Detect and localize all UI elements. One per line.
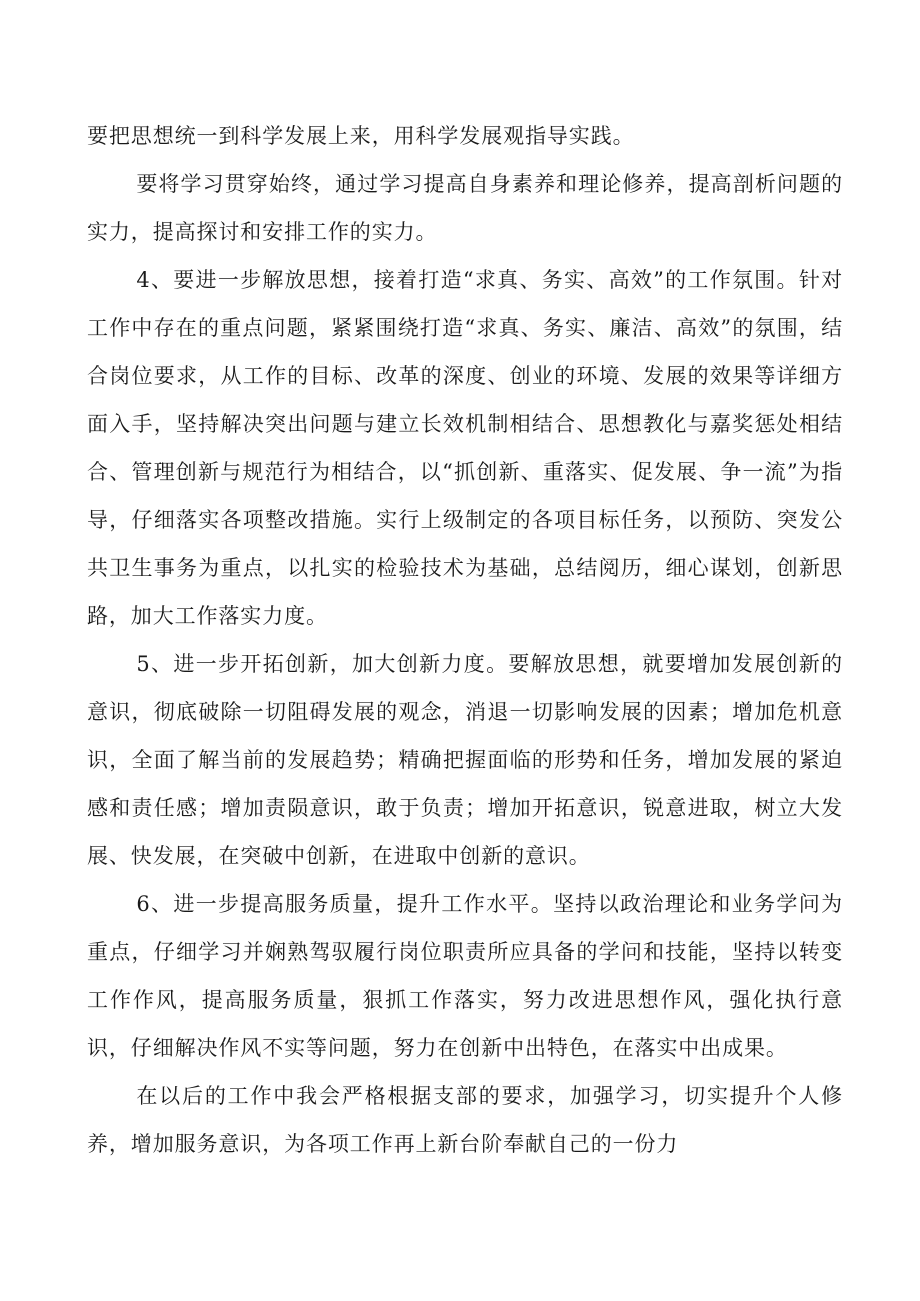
- paragraph-continuation: 要把思想统一到科学发展上来，用科学发展观指导实践。: [87, 124, 635, 148]
- paragraph-closing: 在以后的工作中我会严格根据支部的要求，加强学习，切实提升个人修养，增加服务意识，为各项工作再上新台阶奉献自己的一份力: [87, 1084, 843, 1156]
- paragraph-item-4: 4、要进一步解放思想，接着打造“求真、务实、高效”的工作氛围。针对工作中存在的重点问题，紧紧围绕打造“求真、务实、廉洁、高效”的氛围，结合岗位要求，从工作的目标、改革的深度、创业的环境、发展的效果等详细方面入手，坚持解决突出问题与建立长效机制相结合、思想教化与嘉奖惩处相结合、管理创新与规范行为相结合，以“抓创新、重落实、促发展、争一流”为指导，仔细落实各项整改措施。实行上级制定的各项目标任务，以预防、突发公共卫生事务为重点，以扎实的检验技术为基础，总结阅历，细心谋划，创新思路，加大工作落实力度。: [87, 268, 843, 628]
- paragraph-item-5: 5、进一步开拓创新，加大创新力度。要解放思想，就要增加发展创新的意识，彻底破除一切阻碍发展的观念，消退一切影响发展的因素；增加危机意识，全面了解当前的发展趋势；精确把握面临的形势和任务，增加发展的紧迫感和责任感；增加责陨意识，敢于负责；增加开拓意识，锐意进取，树立大发展、快发展，在突破中创新，在进取中创新的意识。: [87, 652, 843, 868]
- document-body: [87, 112, 843, 1168]
- paragraph-study: 要将学习贯穿始终，通过学习提高自身素养和理论修养，提高剖析问题的实力，提高探讨和安排工作的实力。: [87, 172, 843, 244]
- paragraph-item-6: 6、进一步提高服务质量，提升工作水平。坚持以政治理论和业务学问为重点，仔细学习并娴熟驾驭履行岗位职责所应具备的学问和技能，坚持以转变工作作风，提高服务质量，狠抓工作落实，努力改进思想作风，强化执行意识，仔细解决作风不实等问题，努力在创新中出特色，在落实中出成果。: [87, 892, 843, 1060]
